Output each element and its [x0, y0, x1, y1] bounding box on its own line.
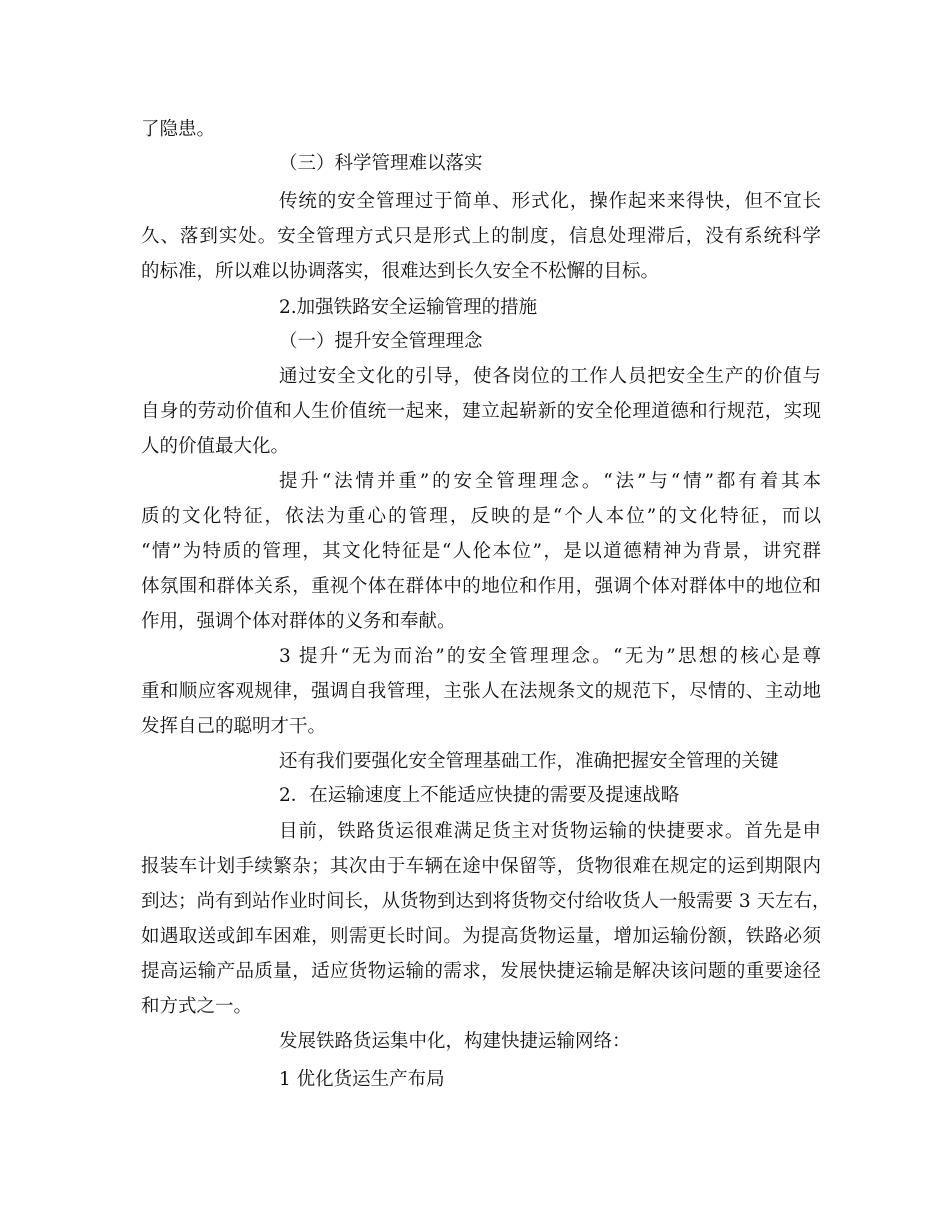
list-item: 1 优化货运生产布局	[279, 1069, 445, 1090]
text-line: 的标准，所以难以协调落实，很难达到长久安全不松懈的目标。	[141, 261, 660, 282]
text-line: 了隐患。	[141, 119, 216, 140]
section-heading: 2．在运输速度上不能适应快捷的需要及提速战略	[279, 785, 680, 806]
text-line: 发展铁路货运集中化，构建快捷运输网络：	[279, 1031, 631, 1052]
text-line: 还有我们要强化安全管理基础工作，准确把握安全管理的关键	[279, 751, 779, 772]
text-line: 通过安全文化的引导，使各岗位的工作人员把安全生产的价值与	[279, 366, 821, 387]
section-heading: 2.加强铁路安全运输管理的措施	[279, 297, 538, 318]
text-line: 目前，铁路货运很难满足货主对货物运输的快捷要求。首先是申	[279, 821, 821, 842]
text-line: “情”为特质的管理，其文化特征是“人伦本位”，是以道德精神为背景，讲究群	[141, 541, 821, 562]
text-line: 传统的安全管理过于简单、形式化，操作起来来得快，但不宜长	[279, 191, 821, 212]
text-line: 到达；尚有到站作业时间长，从货物到达到将货物交付给收货人一般需要 3 天左右，	[141, 891, 831, 912]
text-line: 质的文化特征，依法为重心的管理，反映的是“个人本位”的文化特征，而以	[141, 506, 821, 527]
text-line: 久、落到实处。安全管理方式只是形式上的制度，信息处理滞后，没有系统科学	[141, 226, 821, 247]
text-line: 和方式之一。	[141, 996, 253, 1017]
text-line: 发挥自己的聪明才干。	[141, 716, 327, 737]
text-line: 重和顺应客观规律，强调自我管理，主张人在法规条文的规范下，尽情的、主动地	[141, 681, 821, 702]
text-line: 报装车计划手续繁杂；其次由于车辆在途中保留等，货物很难在规定的运到期限内	[141, 856, 821, 877]
text-line: 如遇取送或卸车困难，则需更长时间。为提高货物运量，增加运输份额，铁路必须	[141, 926, 821, 947]
text-line: 人的价值最大化。	[141, 436, 290, 457]
text-line: 提高运输产品质量，适应货物运输的需求，发展快捷运输是解决该问题的重要途径	[141, 961, 821, 982]
text-line: 自身的劳动价值和人生价值统一起来，建立起崭新的安全伦理道德和行规范，实现	[141, 401, 821, 422]
text-line: 3 提升“无为而治”的安全管理理念。“无为”思想的核心是尊	[279, 646, 821, 667]
subheading: （一）提升安全管理理念	[279, 331, 483, 352]
subheading: （三）科学管理难以落实	[279, 153, 483, 174]
text-line: 提升“法情并重”的安全管理理念。“法”与“情”都有着其本	[279, 471, 821, 492]
text-line: 作用，强调个体对群体的义务和奉献。	[141, 611, 456, 632]
text-line: 体氛围和群体关系，重视个体在群体中的地位和作用，强调个体对群体中的地位和	[141, 576, 821, 597]
